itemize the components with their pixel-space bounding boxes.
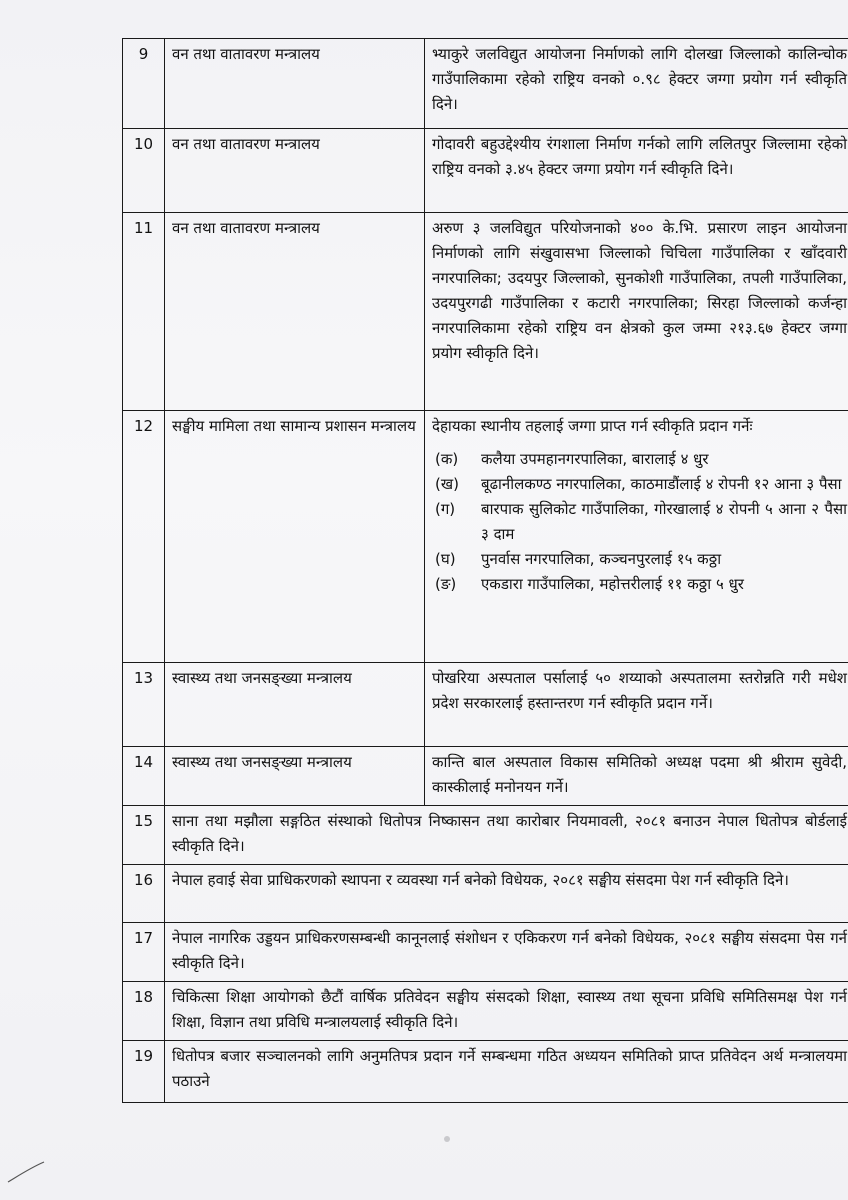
- decision-cell: भ्याकुरे जलविद्युत आयोजना निर्माणको लागि दोलखा जिल्लाको कालिन्चोक गाउँपालिकामा रहेको राष्ट्रिय वनको ०.९८ हेक्टर जग्गा प्रयोग गर्न स्वीकृति दिने।: [425, 39, 848, 129]
- table-row: [123, 411, 848, 663]
- list-item: [432, 572, 847, 597]
- list-marker: (क): [435, 450, 459, 468]
- ministry-cell: वन तथा वातावरण मन्त्रालय: [165, 129, 425, 213]
- decision-cell: कान्ति बाल अस्पताल विकास समितिको अध्यक्ष पदमा श्री श्रीराम सुवेदी, कास्कीलाई मनोनयन गर्ने।: [425, 747, 848, 806]
- list-item: [432, 447, 847, 472]
- list-marker: (ग): [435, 500, 456, 518]
- decisions-table: [122, 38, 848, 1103]
- row-number: 11: [123, 213, 165, 411]
- row-number: 10: [123, 129, 165, 213]
- list-marker: (ङ): [435, 575, 457, 593]
- row-number: 15: [123, 806, 165, 865]
- list-marker: (घ): [435, 550, 456, 568]
- table-row: [123, 747, 848, 806]
- decision-cell: गोदावरी बहुउद्देश्यीय रंगशाला निर्माण गर्नको लागि ललितपुर जिल्लामा रहेको राष्ट्रिय वनको ३.४५ हेक्टर जग्गा प्रयोग गर्न स्वीकृति दिने।: [425, 129, 848, 213]
- table-row: [123, 865, 848, 923]
- list-item: [432, 497, 847, 547]
- table-row: [123, 213, 848, 411]
- list-item-text: एकडारा गाउँपालिका, महोत्तरीलाई ११ कठ्ठा ५ धुर: [481, 575, 744, 593]
- row-number: 16: [123, 865, 165, 923]
- list-item-text: कलैया उपमहानगरपालिका, बारालाई ४ धुर: [481, 450, 709, 468]
- decision-cell: पोखरिया अस्पताल पर्सालाई ५० शय्याको अस्पतालमा स्तरोन्नति गरी मधेश प्रदेश सरकारलाई हस्तान्तरण गर्न स्वीकृति प्रदान गर्ने।: [425, 663, 848, 747]
- ministry-cell: वन तथा वातावरण मन्त्रालय: [165, 213, 425, 411]
- decision-intro: देहायका स्थानीय तहलाई जग्गा प्राप्त गर्न स्वीकृति प्रदान गर्नेः: [432, 417, 753, 435]
- row-number: 19: [123, 1041, 165, 1103]
- ministry-cell: स्वास्थ्य तथा जनसङ्ख्या मन्त्रालय: [165, 747, 425, 806]
- decision-cell: धितोपत्र बजार सञ्चालनको लागि अनुमतिपत्र प्रदान गर्ने सम्बन्धमा गठित अध्ययन समितिको प्राप्त प्रतिवेदन अर्थ मन्त्रालयमा पठाउने: [165, 1041, 848, 1103]
- list-item: [432, 472, 847, 497]
- decision-cell: अरुण ३ जलविद्युत परियोजनाको ४०० के.भि. प्रसारण लाइन आयोजना निर्माणको लागि संखुवासभा जिल्लाको चिचिला गाउँपालिका र खाँदवारी नगरपालिका; उदयपुर जिल्लाको, सुनकोशी गाउँपालिका, तपली गाउँपालिका, उदयपुरगढी गाउँपालिका र कटारी नगरपालिका; सिरहा जिल्लाको कर्जन्हा नगरपालिकामा रहेको राष्ट्रिय वन क्षेत्रको कुल जम्मा २१३.६७ हेक्टर जग्गा प्रयोग स्वीकृति दिने।: [425, 213, 848, 411]
- table-row: [123, 663, 848, 747]
- row-number: 18: [123, 982, 165, 1041]
- pen-stroke-mark: [6, 1160, 46, 1184]
- list-item-text: बारपाक सुलिकोट गाउँपालिका, गोरखालाई ४ रोपनी ५ आना २ पैसा ३ दाम: [481, 500, 847, 543]
- table-row: [123, 39, 848, 129]
- row-number: 17: [123, 923, 165, 982]
- row-number: 14: [123, 747, 165, 806]
- ministry-cell: स्वास्थ्य तथा जनसङ्ख्या मन्त्रालय: [165, 663, 425, 747]
- list-item-text: बूढानीलकण्ठ नगरपालिका, काठमाडौंलाई ४ रोपनी १२ आना ३ पैसा: [481, 475, 842, 493]
- table-row: [123, 1041, 848, 1103]
- table-row: [123, 129, 848, 213]
- decision-cell: साना तथा मझौला सङ्गठित संस्थाको धितोपत्र निष्कासन तथा कारोबार नियमावली, २०८१ बनाउन नेपाल धितोपत्र बोर्डलाई स्वीकृति दिने।: [165, 806, 848, 865]
- row-number: 13: [123, 663, 165, 747]
- decision-cell: चिकित्सा शिक्षा आयोगको छैटौं वार्षिक प्रतिवेदन सङ्घीय संसदको शिक्षा, स्वास्थ्य तथा सूचना प्रविधि समितिसमक्ष पेश गर्न शिक्षा, विज्ञान तथा प्रविधि मन्त्रालयलाई स्वीकृति दिने।: [165, 982, 848, 1041]
- decision-cell: नेपाल हवाई सेवा प्राधिकरणको स्थापना र व्यवस्था गर्न बनेको विधेयक, २०८१ सङ्घीय संसदमा पेश गर्न स्वीकृति दिने।: [165, 865, 848, 923]
- ministry-cell: सङ्घीय मामिला तथा सामान्य प्रशासन मन्त्रालय: [165, 411, 425, 663]
- list-item: [432, 547, 847, 572]
- land-allocation-list: [432, 447, 847, 597]
- table-row: [123, 806, 848, 865]
- row-number: 9: [123, 39, 165, 129]
- decision-cell: [425, 411, 848, 663]
- table-row: [123, 982, 848, 1041]
- row-number: 12: [123, 411, 165, 663]
- list-item-text: पुनर्वास नगरपालिका, कञ्चनपुरलाई १५ कठ्ठा: [481, 550, 722, 568]
- table-row: [123, 923, 848, 982]
- ministry-cell: वन तथा वातावरण मन्त्रालय: [165, 39, 425, 129]
- decision-cell: नेपाल नागरिक उड्डयन प्राधिकरणसम्बन्धी कानूनलाई संशोधन र एकिकरण गर्न बनेको विधेयक, २०८१ सङ्घीय संसदमा पेस गर्न स्वीकृति दिने।: [165, 923, 848, 982]
- scan-speck: [444, 1136, 450, 1142]
- list-marker: (ख): [435, 475, 459, 493]
